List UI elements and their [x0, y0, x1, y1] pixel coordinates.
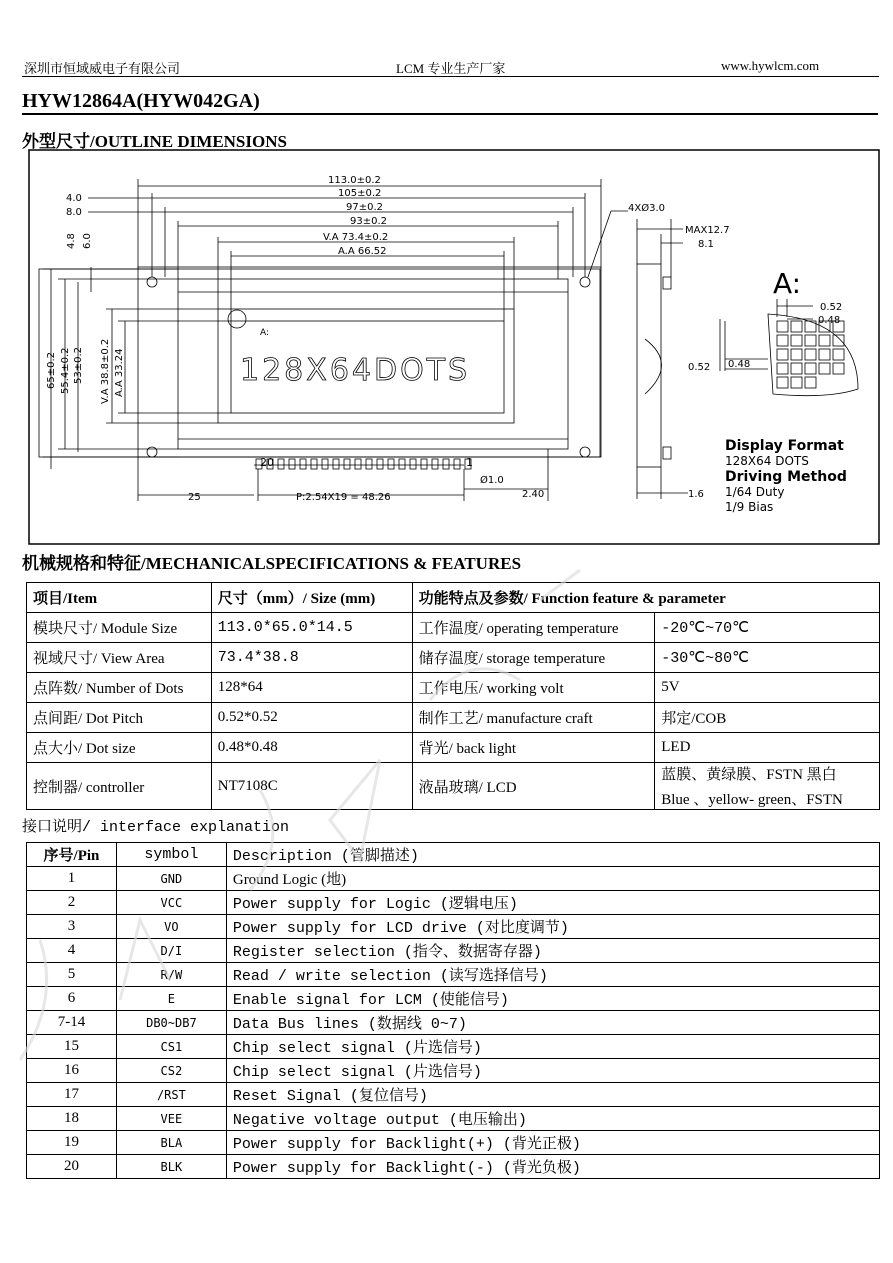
- driving-duty: 1/64 Duty: [725, 485, 785, 499]
- page-title: HYW12864A(HYW042GA): [22, 90, 260, 112]
- pin-number: 6: [27, 987, 117, 1011]
- dim-aa: A.A 66.52: [338, 246, 387, 257]
- pin-number: 16: [27, 1059, 117, 1083]
- dim-va: V.A 73.4±0.2: [323, 232, 389, 243]
- pin-symbol: /RST: [116, 1083, 226, 1107]
- dim-0-48-left: 0.48: [728, 359, 751, 370]
- table-row: [27, 1011, 880, 1035]
- detail-a-title: A:: [773, 267, 802, 300]
- dim-2-40: 2.40: [522, 489, 545, 500]
- mechanical-heading: 机械规格和特征/MECHANICALSPECIFICATIONS & FEATURES: [22, 554, 522, 573]
- dim-8-1: 8.1: [698, 239, 714, 250]
- spec-header-item: 项目/Item: [27, 583, 212, 613]
- pin-number: 5: [27, 963, 117, 987]
- pin-1-label: 1: [466, 456, 473, 469]
- table-row: [27, 1155, 880, 1179]
- table-row: [27, 1131, 880, 1155]
- pin-header-symbol: symbol: [116, 843, 226, 867]
- display-text: 128X64DOTS: [240, 353, 471, 388]
- driving-method-title: Driving Method: [725, 469, 847, 485]
- mount-hole-br: [580, 447, 590, 457]
- pin-number: 4: [27, 939, 117, 963]
- dim-4-8: 4.8: [66, 233, 77, 249]
- pin-symbol: VCC: [116, 891, 226, 915]
- table-row: [27, 867, 880, 891]
- pin-description: Negative voltage output (电压输出): [226, 1107, 879, 1131]
- spec-feature: 工作电压/ working volt: [412, 673, 655, 703]
- spec-value-line2: Blue 、yellow- green、FSTN: [661, 792, 843, 808]
- dim-0-52-top: 0.52: [820, 302, 843, 313]
- table-row: [27, 939, 880, 963]
- pin-description: Power supply for Logic (逻辑电压): [226, 891, 879, 915]
- pin-number: 2: [27, 891, 117, 915]
- spec-feature: 储存温度/ storage temperature: [412, 643, 655, 673]
- pin-description: Chip select signal (片选信号): [226, 1035, 879, 1059]
- header-divider: [22, 76, 879, 77]
- pin-description: Ground Logic (地): [226, 867, 879, 891]
- mount-hole-tl: [147, 277, 157, 287]
- pin-header-row: [27, 843, 880, 867]
- spec-item: 点大小/ Dot size: [27, 733, 212, 763]
- detail-a-ref: A:: [260, 328, 270, 338]
- mechanical-spec-table: [26, 582, 880, 810]
- spec-feature: 工作温度/ operating temperature: [412, 613, 655, 643]
- table-row: [27, 1107, 880, 1131]
- dim-25: 25: [188, 492, 201, 503]
- spec-size: 0.48*0.48: [211, 733, 412, 763]
- pin-number: 20: [27, 1155, 117, 1179]
- display-format-title: Display Format: [725, 438, 844, 454]
- pin-description: Read / write selection (读写选择信号): [226, 963, 879, 987]
- spec-value-line1: 蓝膜、黄绿膜、FSTN 黑白: [661, 767, 837, 783]
- dim-113: 113.0±0.2: [328, 175, 381, 186]
- spec-feature: 制作工艺/ manufacture craft: [412, 703, 655, 733]
- mount-hole-bl: [147, 447, 157, 457]
- spec-value: [655, 763, 880, 810]
- pin-number: 19: [27, 1131, 117, 1155]
- spec-row: [27, 763, 880, 810]
- dim-4: 4.0: [66, 193, 82, 204]
- pin-symbol: DB0~DB7: [116, 1011, 226, 1035]
- pin-symbol: BLA: [116, 1131, 226, 1155]
- pin-symbol: VO: [116, 915, 226, 939]
- dim-105: 105±0.2: [338, 188, 382, 199]
- table-row: [27, 1059, 880, 1083]
- pin-table: [26, 842, 880, 1179]
- pin-description: Enable signal for LCM (使能信号): [226, 987, 879, 1011]
- dim-97: 97±0.2: [346, 202, 384, 213]
- dim-55-4: 55.4±0.2: [60, 347, 71, 394]
- spec-size: 0.52*0.52: [211, 703, 412, 733]
- dim-hole: 4XØ3.0: [628, 203, 665, 214]
- dim-aa-h: A.A 33.24: [114, 348, 125, 397]
- outline-heading: 外型尺寸/OUTLINE DIMENSIONS: [22, 132, 287, 151]
- spec-size: 128*64: [211, 673, 412, 703]
- pin-symbol: VEE: [116, 1107, 226, 1131]
- dim-pin-dia: Ø1.0: [480, 475, 504, 486]
- table-row: [27, 987, 880, 1011]
- spec-row: [27, 613, 880, 643]
- pin-symbol: E: [116, 987, 226, 1011]
- pin-symbol: CS1: [116, 1035, 226, 1059]
- table-row: [27, 915, 880, 939]
- dim-93: 93±0.2: [350, 216, 388, 227]
- company-name: 深圳市恒域威电子有限公司: [24, 61, 181, 76]
- website-link[interactable]: www.hywlcm.com: [721, 58, 820, 73]
- table-row: [27, 1083, 880, 1107]
- pin-header-pin: 序号/Pin: [27, 843, 117, 867]
- pin-symbol: CS2: [116, 1059, 226, 1083]
- interface-heading: 接口说明/ interface explanation: [22, 819, 290, 836]
- dim-max: MAX12.7: [685, 225, 730, 236]
- pin-description: Chip select signal (片选信号): [226, 1059, 879, 1083]
- dim-6: 6.0: [82, 233, 93, 249]
- pin-symbol: D/I: [116, 939, 226, 963]
- pin-header-desc: Description (管脚描述): [226, 843, 879, 867]
- pin-description: Power supply for Backlight(+) (背光正极): [226, 1131, 879, 1155]
- spec-feature: 液晶玻璃/ LCD: [412, 763, 655, 810]
- pin-number: 18: [27, 1107, 117, 1131]
- dim-53: 53±0.2: [73, 346, 84, 384]
- pin-number: 17: [27, 1083, 117, 1107]
- pin-description: Power supply for LCD drive (对比度调节): [226, 915, 879, 939]
- pin-symbol: R/W: [116, 963, 226, 987]
- spec-size: 73.4*38.8: [211, 643, 412, 673]
- dim-8: 8.0: [66, 207, 82, 218]
- header-tagline: LCM 专业生产厂家: [396, 61, 506, 76]
- spec-row: [27, 733, 880, 763]
- dim-0-52-left: 0.52: [688, 362, 711, 373]
- dim-pitch: P:2.54X19 = 48.26: [296, 492, 391, 503]
- mount-hole-tr: [580, 277, 590, 287]
- pin-number: 3: [27, 915, 117, 939]
- spec-item: 控制器/ controller: [27, 763, 212, 810]
- pin-description: Reset Signal (复位信号): [226, 1083, 879, 1107]
- dim-0-48-top: 0.48: [818, 315, 841, 326]
- spec-item: 模块尺寸/ Module Size: [27, 613, 212, 643]
- spec-item: 点阵数/ Number of Dots: [27, 673, 212, 703]
- pin-number: 15: [27, 1035, 117, 1059]
- pin-description: Power supply for Backlight(-) (背光负极): [226, 1155, 879, 1179]
- dim-1-6: 1.6: [688, 489, 704, 500]
- pin-symbol: BLK: [116, 1155, 226, 1179]
- spec-header-row: [27, 583, 880, 613]
- spec-value: -30℃~80℃: [655, 643, 880, 673]
- spec-row: [27, 643, 880, 673]
- spec-item: 视域尺寸/ View Area: [27, 643, 212, 673]
- spec-value: 5V: [655, 673, 880, 703]
- table-row: [27, 891, 880, 915]
- spec-feature: 背光/ back light: [412, 733, 655, 763]
- spec-size: 113.0*65.0*14.5: [211, 613, 412, 643]
- table-row: [27, 1035, 880, 1059]
- spec-value: -20℃~70℃: [655, 613, 880, 643]
- pin-description: Data Bus lines (数据线 0~7): [226, 1011, 879, 1035]
- pin-symbol: GND: [116, 867, 226, 891]
- table-row: [27, 963, 880, 987]
- dim-va-h: V.A 38.8±0.2: [100, 338, 111, 404]
- pin-number: 7-14: [27, 1011, 117, 1035]
- pin-number: 1: [27, 867, 117, 891]
- spec-row: [27, 673, 880, 703]
- dim-65: 65±0.2: [46, 351, 57, 389]
- pin-description: Register selection (指令、数据寄存器): [226, 939, 879, 963]
- spec-header-feature: 功能特点及参数/ Function feature & parameter: [412, 583, 879, 613]
- title-divider: [22, 113, 878, 115]
- spec-value: LED: [655, 733, 880, 763]
- display-format-dots: 128X64 DOTS: [725, 454, 809, 468]
- spec-header-size: 尺寸（mm）/ Size (mm): [211, 583, 412, 613]
- driving-bias: 1/9 Bias: [725, 500, 774, 514]
- spec-row: [27, 703, 880, 733]
- outline-drawing: [28, 149, 880, 545]
- spec-value: 邦定/COB: [655, 703, 880, 733]
- pin-20-label: 20: [260, 456, 274, 469]
- spec-item: 点间距/ Dot Pitch: [27, 703, 212, 733]
- spec-size: NT7108C: [211, 763, 412, 810]
- side-view-body: [637, 264, 661, 467]
